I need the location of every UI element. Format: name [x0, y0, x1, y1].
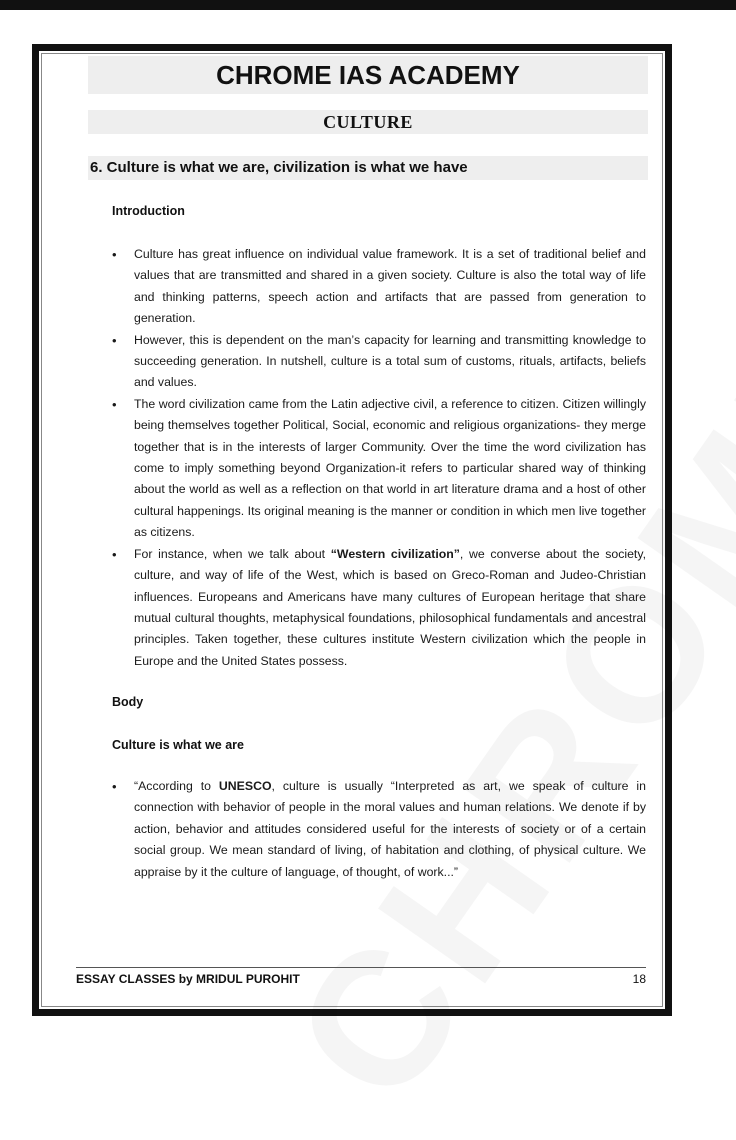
academy-title-band [88, 56, 648, 94]
subject-title: CULTURE [323, 112, 413, 132]
page-footer [76, 967, 646, 986]
text-segment: , culture is usually “Interpreted as art, we speak of culture in connection with behavior of people in the moral values and human relations. We denote if by action, behavior and attitudes considered useful for the interests of society or of a certain social group. We mean standard of living, of habitation and clothing, of physical culture. We appraise by it the culture of language, of thought, of work...” [134, 779, 646, 879]
topic-band [88, 156, 648, 180]
introduction-heading: Introduction [112, 204, 185, 218]
list-item: • Culture has great influence on individual value framework. It is a set of traditional belief and values that are transmitted and shared in a given society. Culture is also the total way of life and thinking patterns, speech action and artifacts that are passed from generation to generation. [112, 244, 646, 330]
list-item: • The word civilization came from the Latin adjective civil, a reference to citizen. Citizen willingly being themselves together Political, Social, economic and religious organizations- they merge together that is in the interests of larger Community. Over the time the word civilization has come to imply something beyond Organization-it refers to particular shared way of thinking about the world as well as a reflection on that world in art literature drama and a host of other cultural happenings. Its original meaning is the manner or condition in which men live together as citizens. [112, 394, 646, 544]
subject-band [88, 110, 648, 134]
topic-title: 6. Culture is what we are, civilization is what we have [90, 159, 468, 176]
list-item [112, 776, 646, 883]
text-segment: “According to [134, 779, 219, 793]
text-segment: , we converse about the society, culture, and way of life of the West, which is based on Greco-Roman and Judeo-Christian influences. Europeans and Americans have many cultures of European heritage that share mutual cultural thoughts, metaphysical foundations, philosophical fundamentals and ancestral principles. Taken together, these cultures institute Western civilization which the people in Europe and the United States possess. [134, 546, 646, 668]
body-list [112, 776, 646, 883]
introduction-list [112, 244, 646, 672]
list-item: • However, this is dependent on the man’s capacity for learning and transmitting knowledge to succeeding generation. In nutshell, culture is a total sum of customs, rituals, artifacts, beliefs and values. [112, 330, 646, 394]
list-item [112, 544, 646, 672]
bold-term: UNESCO [218, 779, 272, 793]
text-segment: For instance, when we talk about [134, 546, 331, 561]
body-subheading: Culture is what we are [112, 738, 244, 752]
bold-term: “Western civilization” [330, 546, 460, 561]
footer-credit: ESSAY CLASSES by MRIDUL PUROHIT [76, 972, 300, 986]
top-rule [0, 0, 736, 10]
academy-title: CHROME IAS ACADEMY [216, 60, 520, 90]
page-number: 18 [632, 972, 646, 986]
body-heading: Body [112, 695, 144, 709]
